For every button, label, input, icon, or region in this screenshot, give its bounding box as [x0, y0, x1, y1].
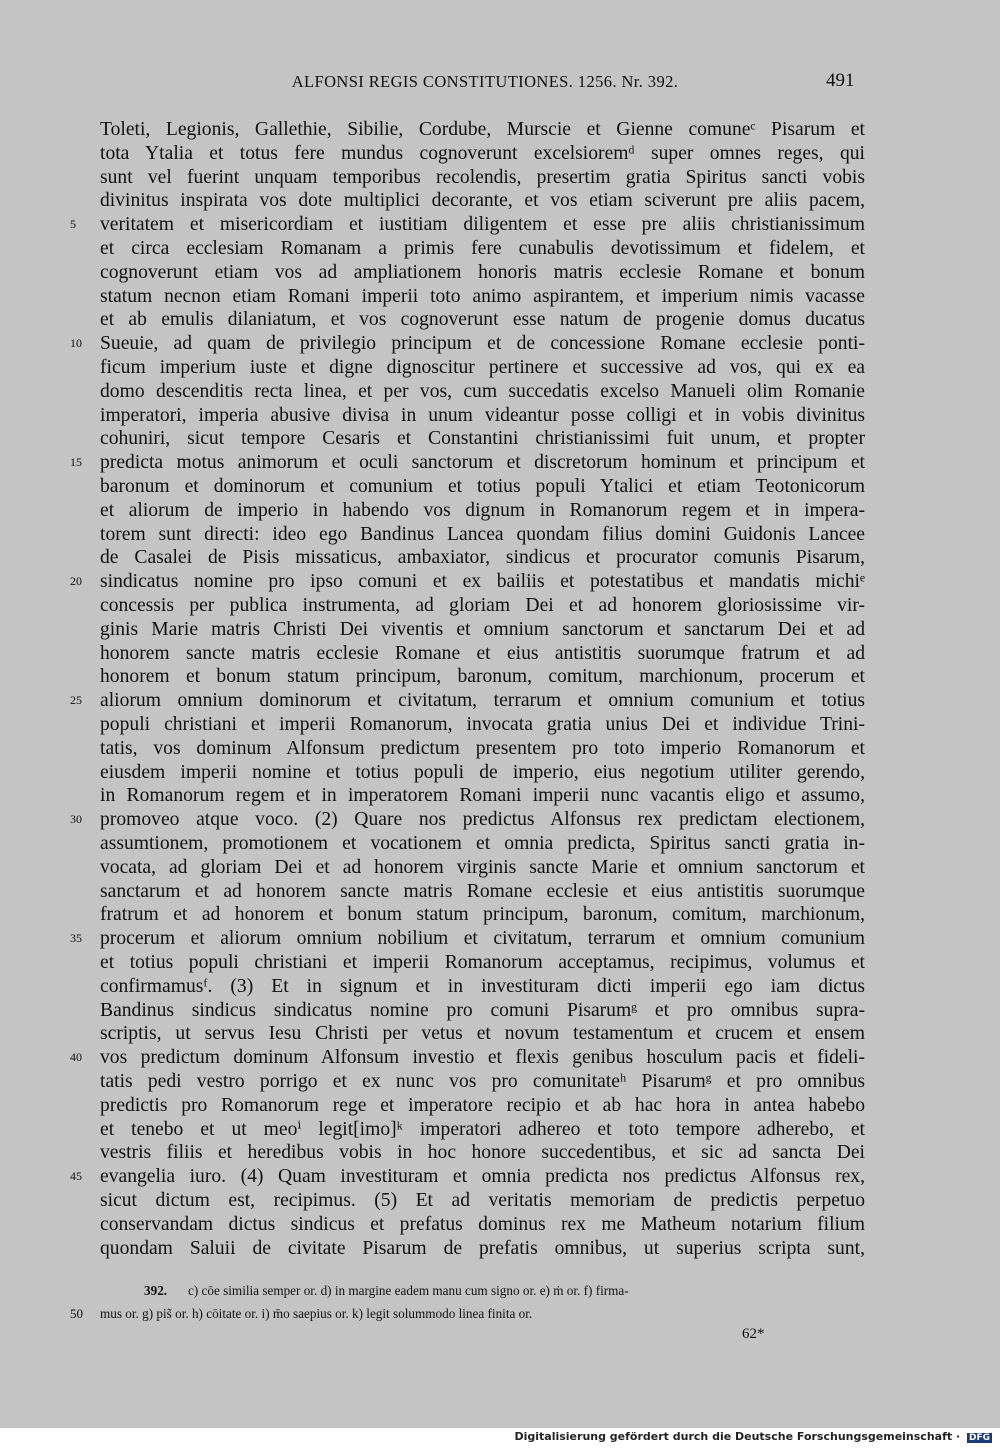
body-line: ginis Marie matris Christi Dei viventis et omnium sanctorum et sanctarum Dei et ad [100, 618, 865, 640]
body-line: sindicatus nomine pro ipso comuni et ex bailiis et potestatibus et mandatis michiᵉ [100, 571, 865, 593]
body-line: torem sunt directi: ideo ego Bandinus Lancea quondam filius domini Guidonis Lancee [100, 523, 865, 545]
body-line: imperatori, imperia abusive divisa in unum videantur posse colligi et in vobis divinitus [100, 404, 865, 426]
body-line: scriptis, ut servus Iesu Christi per vetus et novum testamentum et crucem et ensem [100, 1023, 865, 1045]
body-line: de Casalei de Pisis missaticus, ambaxiator, sindicus et procurator comunis Pisarum, [100, 547, 865, 569]
body-line: assumtionem, promotionem et vocationem et omnia predicta, Spiritus sancti gratia in- [100, 833, 865, 854]
body-line: baronum et dominorum et comunium et totius populi Ytalici et etiam Teotonicorum [100, 476, 865, 497]
margin-line-number: 30 [70, 812, 82, 827]
body-line: statum necnon etiam Romani imperii toto animo aspirantem, et imperium nimis vacasse [100, 285, 865, 307]
body-line: et aliorum de imperio in habendo vos dignum in Romanorum regem et in impera- [100, 499, 865, 521]
body-line: et circa ecclesiam Romanam a primis fere cunabulis devotissimum et fidelem, et [100, 238, 865, 259]
body-line: vocata, ad gloriam Dei et ad honorem virginis sancte Marie et omnium sanctorum et [100, 856, 865, 878]
body-line: predictis pro Romanorum rege et imperatore recipio et ab hac hora in antea habebo [100, 1094, 865, 1116]
body-line: conservandam dictus sindicus et prefatus dominus rex me Matheum notarium filium [100, 1213, 865, 1235]
signature-mark: 62* [742, 1326, 765, 1342]
body-line: sunt vel fuerint unquam temporibus recolendis, presertim gratia Spiritus sancti vobis [100, 166, 865, 188]
margin-line-number: 45 [70, 1169, 82, 1184]
body-line: populi christiani et imperii Romanorum, invocata gratia unius Dei et individue Trini- [100, 714, 865, 735]
margin-line-number: 5 [70, 217, 76, 232]
margin-line-number: 35 [70, 931, 82, 946]
margin-line-number: 25 [70, 693, 82, 708]
footnote-margin-number: 50 [70, 1306, 83, 1321]
page-number: 491 [826, 70, 855, 91]
margin-line-number: 10 [70, 336, 82, 351]
body-line: tatis pedi vestro porrigo et ex nunc vos pro comunitateʰ Pisarumᵍ et pro omnibus [100, 1071, 865, 1092]
body-line: Sueuie, ad quam de privilegio principum et de concessione Romane ecclesie ponti- [100, 333, 865, 355]
body-line: aliorum omnium dominorum et civitatum, terrarum et omnium comunium et totius [100, 690, 865, 712]
body-line: tatis, vos dominum Alfonsum predictum presentem pro toto imperio Romanorum et [100, 737, 865, 759]
body-line: vestris filiis et heredibus vobis in hoc honore succedentibus, et sic ad sancta Dei [100, 1142, 865, 1164]
body-line: et ab emulis dilaniatum, et vos cognoverunt esse natum de progenie domus ducatus [100, 309, 865, 331]
body-line: honorem sancte matris ecclesie Romane et eius antistitis suorumque fratrum et ad [100, 642, 865, 664]
body-line: cognoverunt etiam vos ad ampliationem honoris matris ecclesie Romane et bonum [100, 261, 865, 283]
footnote-text: c) cōe similia semper or. d) in margine eadem manu cum signo or. e) ṁ or. f) firma- [188, 1283, 629, 1298]
body-line: promoveo atque voco. (2) Quare nos predictus Alfonsus rex predictam electionem, [100, 809, 865, 831]
body-line: vos predictum dominum Alfonsum investio et flexis genibus hosculum pacis et fideli- [100, 1047, 865, 1069]
body-line: quondam Saluii de civitate Pisarum de prefatis omnibus, ut superius scripta sunt, [100, 1237, 865, 1259]
body-line: et tenebo et ut meoⁱ legit[imo]ᵏ imperatori adhereo et toto tempore adherebo, et [100, 1118, 865, 1140]
footnote-text: mus or. g) pis̃ or. h) cōitate or. i) m̄o saepius or. k) legit solummodo linea finita or. [100, 1306, 533, 1321]
body-line: Bandinus sindicus sindicatus nomine pro comuni Pisarumᵍ et pro omnibus supra- [100, 999, 865, 1021]
body-line: eiusdem imperii nomine et totius populi de imperio, eius negotium utiliter gerendo, [100, 761, 865, 783]
dfg-logo: DFG [968, 1433, 990, 1443]
credit-bar [0, 1428, 1000, 1448]
body-line: sicut dictum est, recipimus. (5) Et ad veritatis memoriam de predictis perpetuo [100, 1190, 865, 1211]
body-line: honorem et bonum statum principum, baronum, comitum, marchionum, procerum et [100, 666, 865, 688]
body-line: divinitus inspirata vos dote multiplici decorante, et vos etiam sciverunt pre aliis pacem, [100, 190, 865, 212]
body-line: evangelia iuro. (4) Quam investituram et omnia predicta nos predictus Alfonsus rex, [100, 1166, 865, 1188]
body-line: Toleti, Legionis, Gallethie, Sibilie, Cordube, Murscie et Gienne comuneᶜ Pisarum et [100, 119, 865, 140]
credit-text: Digitalisierung gefördert durch die Deutsche Forschungsgemeinschaft · DFG [514, 1430, 990, 1443]
body-line: concessis per publica instrumenta, ad gloriam Dei et ad honorem gloriosissime vir- [100, 595, 865, 616]
footnote-number: 392. [144, 1283, 168, 1298]
body-line: ficum imperium iuste et digne dignoscitur pertinere et successive ad vos, qui ex ea [100, 357, 865, 378]
body-line: procerum et aliorum omnium nobilium et civitatum, terrarum et omnium comunium [100, 928, 865, 950]
body-line: et totius populi christiani et imperii Romanorum acceptamus, recipimus, volumus et [100, 952, 865, 973]
body-line: confirmamusᶠ. (3) Et in signum et in investituram dicti imperii ego iam dictus [100, 975, 865, 997]
body-line: domo descenditis recta linea, et per vos, cum succedatis excelso Manueli olim Romanie [100, 380, 865, 402]
body-line: predicta motus animorum et oculi sanctorum et discretorum hominum et principum et [100, 452, 865, 474]
margin-line-number: 15 [70, 455, 82, 470]
body-line: sanctarum et ad honorem sancte matris Romane ecclesie et eius antistitis suorumque [100, 880, 865, 902]
credit-label: Digitalisierung gefördert durch die Deutsche Forschungsgemeinschaft [514, 1430, 953, 1443]
body-line: fratrum et ad honorem et bonum statum principum, baronum, comitum, marchionum, [100, 904, 865, 926]
margin-line-number: 40 [70, 1050, 82, 1065]
footnote-line [100, 1304, 865, 1324]
margin-line-number: 20 [70, 574, 82, 589]
body-line: in Romanorum regem et in imperatorem Romani imperii nunc vacantis eligo et assumo, [100, 785, 865, 807]
body-line: veritatem et misericordiam et iustitiam diligentem et esse pre aliis christianissimum [100, 214, 865, 236]
body-line: cohuniri, sicut tempore Cesaris et Constantini christianissimi fuit unum, et propter [100, 428, 865, 450]
body-line: tota Ytalia et totus fere mundus cognoverunt excelsioremᵈ super omnes reges, qui [100, 142, 865, 164]
running-title: ALFONSI REGIS CONSTITUTIONES. 1256. Nr. 392. [291, 72, 679, 91]
